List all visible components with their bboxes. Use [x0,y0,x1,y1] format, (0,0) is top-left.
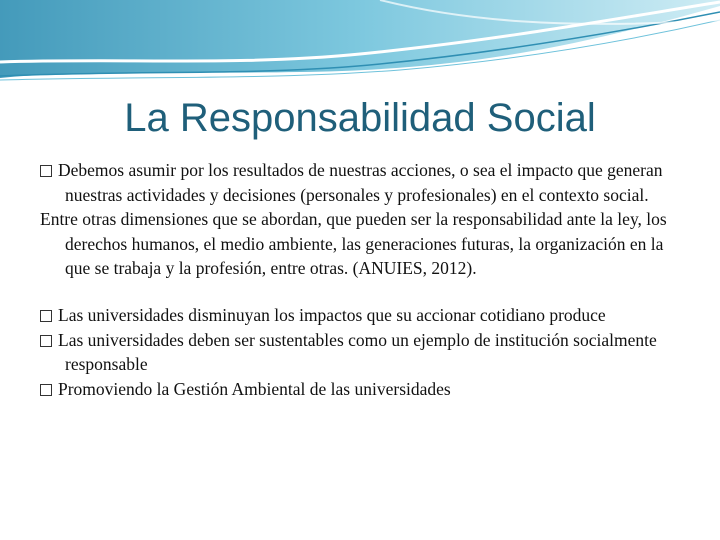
square-bullet-icon [40,165,52,177]
square-bullet-icon [40,384,52,396]
bullet-text: Las universidades disminuyan los impactos que su accionar cotidiano produce [58,304,606,325]
square-bullet-icon [40,310,52,322]
slide-title: La Responsabilidad Social [124,96,596,140]
paragraph-text: Entre otras dimensiones que se abordan, que pueden ser la responsabilidad ante la ley, los derechos humanos, el medio ambiente, las generaciones futuras, la organización en la que se trabaja y la profesión, entre otras. (ANUIES, 2012). [40,209,667,279]
slide-body [40,158,690,401]
bullet-item [40,303,690,328]
bullet-text: Las universidades deben ser sustentables como un ejemplo de institución socialmente responsable [58,329,657,375]
bullet-item [40,158,690,207]
bullet-text: Debemos asumir por los resultados de nuestras acciones, o sea el impacto que generan nuestras actividades y decisiones (personales y profesionales) en el contexto social. [58,160,663,205]
bullet-item [40,328,690,377]
bullet-item [40,377,690,402]
square-bullet-icon [40,335,52,347]
bullet-text: Promoviendo la Gestión Ambiental de las universidades [58,378,451,399]
paragraph [40,207,690,281]
wave-decoration-icon [0,0,720,90]
